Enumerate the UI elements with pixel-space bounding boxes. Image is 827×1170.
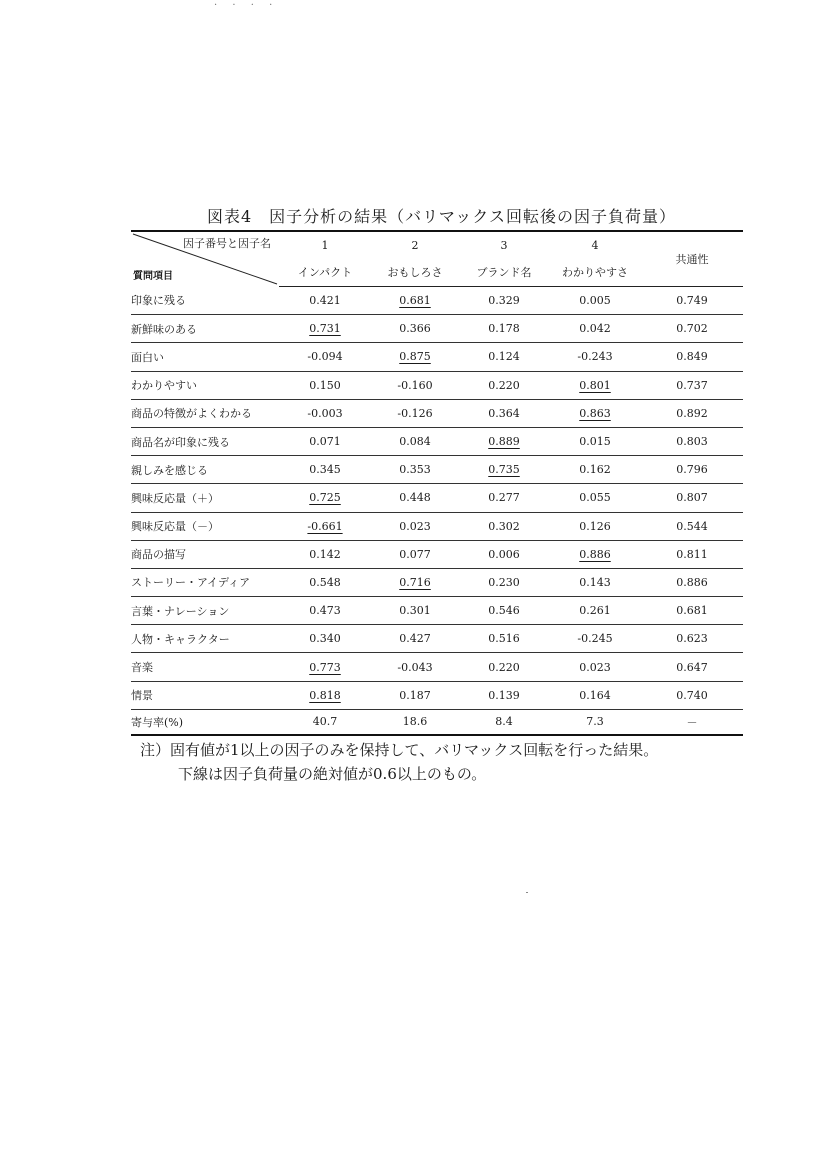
- cell-value: [279, 512, 371, 540]
- loading-value: -0.160: [397, 378, 433, 392]
- table-row: [131, 287, 743, 315]
- underlined-loading: 0.863: [579, 406, 611, 420]
- row-label: 音楽: [131, 653, 279, 681]
- underlined-loading: 0.886: [579, 547, 611, 561]
- loading-value: -0.094: [307, 350, 343, 364]
- cell-value: [279, 597, 371, 625]
- cell-value: [549, 625, 641, 653]
- cell-communality: 0.849: [641, 343, 743, 371]
- loading-value: 0.164: [579, 688, 611, 702]
- loading-value: 0.516: [488, 632, 520, 646]
- table-row: [131, 315, 743, 343]
- row-label: 言葉・ナレーション: [131, 597, 279, 625]
- loading-value: 0.345: [309, 463, 341, 477]
- cell-communality: 0.737: [641, 371, 743, 399]
- cell-value: [279, 399, 371, 427]
- cell-value: [549, 681, 641, 709]
- cell-value: [459, 371, 549, 399]
- cell-value: [279, 653, 371, 681]
- scan-artifact-speck: [526, 892, 528, 893]
- loading-value: 0.187: [399, 688, 431, 702]
- corner-top-label: 因子番号と因子名: [183, 237, 271, 250]
- table-row: [131, 568, 743, 596]
- factor-number: 4: [591, 238, 599, 252]
- loading-value: -0.126: [397, 406, 433, 420]
- cell-value: [459, 484, 549, 512]
- table-row: [131, 625, 743, 653]
- cell-value: [371, 681, 459, 709]
- loading-value: 0.126: [579, 519, 611, 533]
- header-row-numbers: [131, 231, 743, 258]
- table-body: [131, 287, 743, 710]
- loading-value: 0.055: [579, 491, 611, 505]
- loading-value: 0.023: [399, 519, 431, 533]
- loading-value: 0.178: [488, 322, 520, 336]
- loading-value: 0.042: [579, 322, 611, 336]
- cell-value: [459, 540, 549, 568]
- cell-communality: 0.749: [641, 287, 743, 315]
- table-title: 図表4 因子分析の結果（バリマックス回転後の因子負荷量）: [207, 207, 677, 226]
- row-label: 情景: [131, 681, 279, 709]
- loading-value: 0.220: [488, 660, 520, 674]
- loading-value: 0.448: [399, 491, 431, 505]
- factor-name: インパクト: [279, 258, 371, 287]
- factor-name: ブランド名: [459, 258, 549, 287]
- factor-number: 2: [411, 238, 419, 252]
- cell-value: [549, 287, 641, 315]
- cell-communality: 0.811: [641, 540, 743, 568]
- underlined-loading: 0.773: [309, 660, 341, 674]
- loading-value: 0.162: [579, 463, 611, 477]
- row-label: 新鮮味のある: [131, 315, 279, 343]
- cell-communality: 0.796: [641, 456, 743, 484]
- table-row: [131, 484, 743, 512]
- cell-value: [549, 343, 641, 371]
- row-label: ストーリー・アイディア: [131, 568, 279, 596]
- cell-value: [459, 456, 549, 484]
- cell-value: [371, 653, 459, 681]
- row-label: 寄与率(%): [131, 709, 279, 735]
- underlined-loading: 0.735: [488, 463, 520, 477]
- table-row: [131, 653, 743, 681]
- table-row: [131, 343, 743, 371]
- cell-value: [371, 315, 459, 343]
- factor-number: 1: [321, 238, 329, 252]
- cell-communality: －: [641, 709, 743, 735]
- loading-value: 0.301: [399, 604, 431, 618]
- row-label: 親しみを感じる: [131, 456, 279, 484]
- cell-value: [279, 427, 371, 455]
- cell-value: [371, 484, 459, 512]
- table-row: [131, 597, 743, 625]
- loading-value: 0.261: [579, 604, 611, 618]
- cell-communality: 0.892: [641, 399, 743, 427]
- loading-value: 0.139: [488, 688, 520, 702]
- underlined-loading: 0.875: [399, 350, 431, 364]
- cell-value: [549, 512, 641, 540]
- cell-communality: 0.807: [641, 484, 743, 512]
- cell-value: [459, 512, 549, 540]
- loading-value: 0.071: [309, 435, 341, 449]
- cell-value: [279, 371, 371, 399]
- table-row: [131, 427, 743, 455]
- table-row: [131, 456, 743, 484]
- loading-value: 0.546: [488, 604, 520, 618]
- loading-value: -0.245: [577, 632, 613, 646]
- cell-value: [371, 512, 459, 540]
- corner-bottom-label: 質問項目: [133, 270, 173, 282]
- loading-value: 0.366: [399, 322, 431, 336]
- row-label: 興味反応量（＋）: [131, 484, 279, 512]
- cell-communality: 0.702: [641, 315, 743, 343]
- cell-value: [459, 653, 549, 681]
- cell-communality: 0.886: [641, 568, 743, 596]
- cell-value: [459, 568, 549, 596]
- note-line-1: 注）固有値が1以上の因子のみを保持して、バリマックス回転を行った結果。: [140, 741, 659, 759]
- loading-value: 0.364: [488, 406, 520, 420]
- cell-value: [549, 540, 641, 568]
- cell-value: [371, 343, 459, 371]
- loading-value: 0.340: [309, 632, 341, 646]
- loading-value: 0.353: [399, 463, 431, 477]
- cell-value: [279, 315, 371, 343]
- cell-value: [459, 427, 549, 455]
- cell-value: [549, 597, 641, 625]
- cell-value: [549, 371, 641, 399]
- loading-value: -0.243: [577, 350, 613, 364]
- cell-value: [279, 287, 371, 315]
- cell-value: [549, 456, 641, 484]
- loading-value: 0.473: [309, 604, 341, 618]
- loading-value: 0.015: [579, 435, 611, 449]
- loading-value: 0.142: [309, 547, 341, 561]
- cell-value: [371, 568, 459, 596]
- underlined-loading: 0.731: [309, 322, 341, 336]
- underlined-loading: 0.716: [399, 575, 431, 589]
- cell-communality: 0.623: [641, 625, 743, 653]
- loading-value: 0.302: [488, 519, 520, 533]
- underlined-loading: 0.725: [309, 491, 341, 505]
- row-label: 人物・キャラクター: [131, 625, 279, 653]
- cell-value: [549, 653, 641, 681]
- cell-value: [279, 540, 371, 568]
- loading-value: 0.084: [399, 435, 431, 449]
- underlined-loading: 0.818: [309, 688, 341, 702]
- row-label: 印象に残る: [131, 287, 279, 315]
- loading-value: 0.077: [399, 547, 431, 561]
- cell-value: [279, 625, 371, 653]
- table-note: [140, 738, 658, 786]
- loading-value: 0.006: [488, 547, 520, 561]
- row-label: 商品の描写: [131, 540, 279, 568]
- cell-value: [279, 456, 371, 484]
- loading-value: 0.005: [579, 294, 611, 308]
- loading-value: 0.427: [399, 632, 431, 646]
- cell-communality: 0.647: [641, 653, 743, 681]
- underlined-loading: -0.661: [307, 519, 343, 533]
- cell-value: 7.3: [549, 709, 641, 735]
- cell-value: [371, 625, 459, 653]
- cell-value: [279, 681, 371, 709]
- loading-value: 0.124: [488, 350, 520, 364]
- loading-value: -0.043: [397, 660, 433, 674]
- table-row: [131, 371, 743, 399]
- cell-value: [459, 681, 549, 709]
- cell-value: 18.6: [371, 709, 459, 735]
- row-label: 商品の特徴がよくわかる: [131, 399, 279, 427]
- note-line-2: 下線は因子負荷量の絶対値が0.6以上のもの。: [178, 765, 487, 783]
- communality-header: 共通性: [641, 231, 743, 287]
- cell-value: 8.4: [459, 709, 549, 735]
- cell-value: [459, 343, 549, 371]
- factor-name: わかりやすさ: [549, 258, 641, 287]
- cell-communality: 0.544: [641, 512, 743, 540]
- factor-name: おもしろさ: [371, 258, 459, 287]
- cell-value: [371, 371, 459, 399]
- row-label: 興味反応量（－）: [131, 512, 279, 540]
- cell-value: [459, 315, 549, 343]
- scan-artifact-dots: · · · ·: [214, 0, 279, 11]
- cell-value: [459, 287, 549, 315]
- cell-value: [549, 427, 641, 455]
- cell-value: 40.7: [279, 709, 371, 735]
- cell-communality: 0.803: [641, 427, 743, 455]
- table-row: [131, 512, 743, 540]
- loading-value: 0.150: [309, 378, 341, 392]
- row-label: わかりやすい: [131, 371, 279, 399]
- cell-value: [459, 399, 549, 427]
- cell-value: [549, 568, 641, 596]
- cell-value: [279, 484, 371, 512]
- cell-value: [549, 315, 641, 343]
- cell-value: [371, 597, 459, 625]
- cell-value: [371, 287, 459, 315]
- loading-value: 0.023: [579, 660, 611, 674]
- cell-value: [371, 540, 459, 568]
- cell-value: [549, 484, 641, 512]
- cell-communality: 0.740: [641, 681, 743, 709]
- loading-value: 0.230: [488, 575, 520, 589]
- cell-value: [371, 399, 459, 427]
- header-corner-cell: [131, 231, 279, 287]
- table-row: [131, 681, 743, 709]
- cell-value: [459, 597, 549, 625]
- loading-value: -0.003: [307, 406, 343, 420]
- cell-value: [279, 568, 371, 596]
- contribution-row: [131, 709, 743, 735]
- loading-value: 0.548: [309, 575, 341, 589]
- loading-value: 0.421: [309, 294, 341, 308]
- cell-value: [279, 343, 371, 371]
- table-row: [131, 540, 743, 568]
- table-row: [131, 399, 743, 427]
- cell-value: [371, 427, 459, 455]
- underlined-loading: 0.889: [488, 435, 520, 449]
- underlined-loading: 0.801: [579, 378, 611, 392]
- loading-value: 0.277: [488, 491, 520, 505]
- cell-value: [371, 456, 459, 484]
- loading-value: 0.329: [488, 294, 520, 308]
- cell-value: [459, 625, 549, 653]
- factor-number: 3: [500, 238, 508, 252]
- cell-value: [549, 399, 641, 427]
- loading-value: 0.143: [579, 575, 611, 589]
- factor-analysis-table: [131, 230, 743, 736]
- cell-communality: 0.681: [641, 597, 743, 625]
- loading-value: 0.220: [488, 378, 520, 392]
- row-label: 商品名が印象に残る: [131, 427, 279, 455]
- underlined-loading: 0.681: [399, 294, 431, 308]
- row-label: 面白い: [131, 343, 279, 371]
